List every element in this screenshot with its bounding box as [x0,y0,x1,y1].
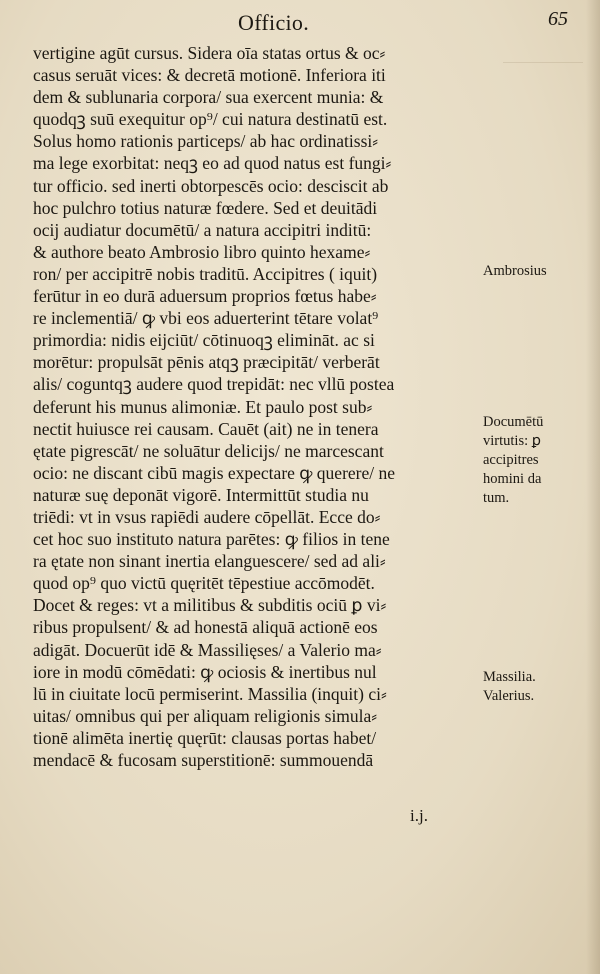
text-line: re inclementiā/ ꝙ vbi eos aduerterint tētare volat⁹ [33,308,379,329]
text-line: hoc pulchro totius naturæ fœdere. Sed et deuitādi [33,197,378,218]
text-line: cet hoc suo instituto natura parētes: ꝙ filios in tene [33,529,390,550]
text-line: vertigine agūt cursus. Sidera oīa statas ortus & oc⸗ [33,43,386,63]
text-line: ra ętate non sinant inertia elanguescere/ sed ad ali⸗ [33,551,386,572]
text-line: nectit huiusce rei causam. Cauēt (ait) ne in tenera [33,418,379,439]
marginal-note-line: Documētū [483,414,544,430]
text-line: mendacē & fucosam superstitionē: summouendā [33,750,374,770]
marginal-note [483,413,595,508]
text-line: Solus homo rationis particeps/ ab hac ordinatissi⸗ [33,131,379,152]
text-line: dem & sublunaria corpora/ sua exercent munia: & [33,87,384,108]
text-line: uitas/ omnibus qui per aliquam religionis simula⸗ [33,705,378,726]
page-number: 65 [548,8,568,30]
text-line: quod op⁹ quo victū quęritēt tēpestiue accōmodēt. [33,573,375,594]
text-line: tur officio. sed inerti obtorpescēs ocio: desciscit ab [33,175,389,196]
text-line: ribus propulsent/ & ad honestā aliquā actionē eos [33,617,378,638]
text-line: triēdi: vt in vsus rapiēdi audere cōpellāt. Ecce do⸗ [33,506,381,527]
text-line: & authore beato Ambrosio libro quinto hexame⸗ [33,241,371,262]
marginal-note-line: homini da [483,471,542,487]
signature-mark: i.j. [410,806,428,825]
text-line: ętate pigrescāt/ ne soluātur delicijs/ ne marcescant [33,440,384,461]
marginal-note-line: Massilia. [483,669,536,685]
text-line: ron/ per accipitrē nobis traditū. Accipitres ( iquit) [33,263,378,284]
text-line: ocij audiatur documētū/ a natura accipitri inditū: [33,219,372,240]
text-line: casus seruāt vices: & decretā motionē. Inferiora iti [33,65,386,86]
marginal-note-line: accipitres [483,452,539,468]
text-line: ocio: ne discant cibū magis expectare ꝙ querere/ ne [33,462,396,483]
marginal-note-line: virtutis: ꝑ [483,433,541,449]
marginal-note-line: tum. [483,490,510,506]
text-line: lū in ciuitate locū permiserint. Massilia (inquit) ci⸗ [33,683,387,704]
text-line: ferūtur in eo durā aduersum proprios fœtus habe⸗ [33,286,377,307]
text-line: adigāt. Docuerūt idē & Massilięses/ a Valerio ma⸗ [33,639,382,660]
running-title: Officio. [238,10,310,35]
bleed-through-mark [503,62,583,103]
text-line: tionē alimēta inertię quęrūt: clausas portas habet/ [33,727,377,748]
text-line: ma lege exorbitat: neqꝫ eo ad quod natus est fungi⸗ [33,153,392,174]
marginal-note [483,262,595,281]
marginal-note-line: Valerius. [483,688,535,704]
marginal-note-line: Ambrosius [483,263,547,279]
main-text-block [33,42,485,771]
text-line: naturæ suę deponāt vigorē. Intermittūt studia nu [33,484,369,505]
text-line: iore in modū cōmēdati: ꝙ ociosis & inertibus nul [33,661,377,682]
text-line: Docet & reges: vt a militibus & subditis ociū ꝑ vi⸗ [33,595,387,616]
marginal-note [483,668,595,706]
text-line: deferunt his munus alimoniæ. Et paulo post sub⸗ [33,396,373,417]
text-line: quodqꝫ suū exequitur op⁹/ cui natura destinatū est. [33,109,388,130]
text-line: alis/ coguntqꝫ audere quod trepidāt: nec vllū postea [33,374,395,395]
text-line: morētur: propulsāt pēnis atqꝫ præcipitāt/ verberāt [33,352,380,373]
text-line: primordia: nidis eijciūt/ cōtinuoqꝫ elimināt. ac si [33,330,375,351]
